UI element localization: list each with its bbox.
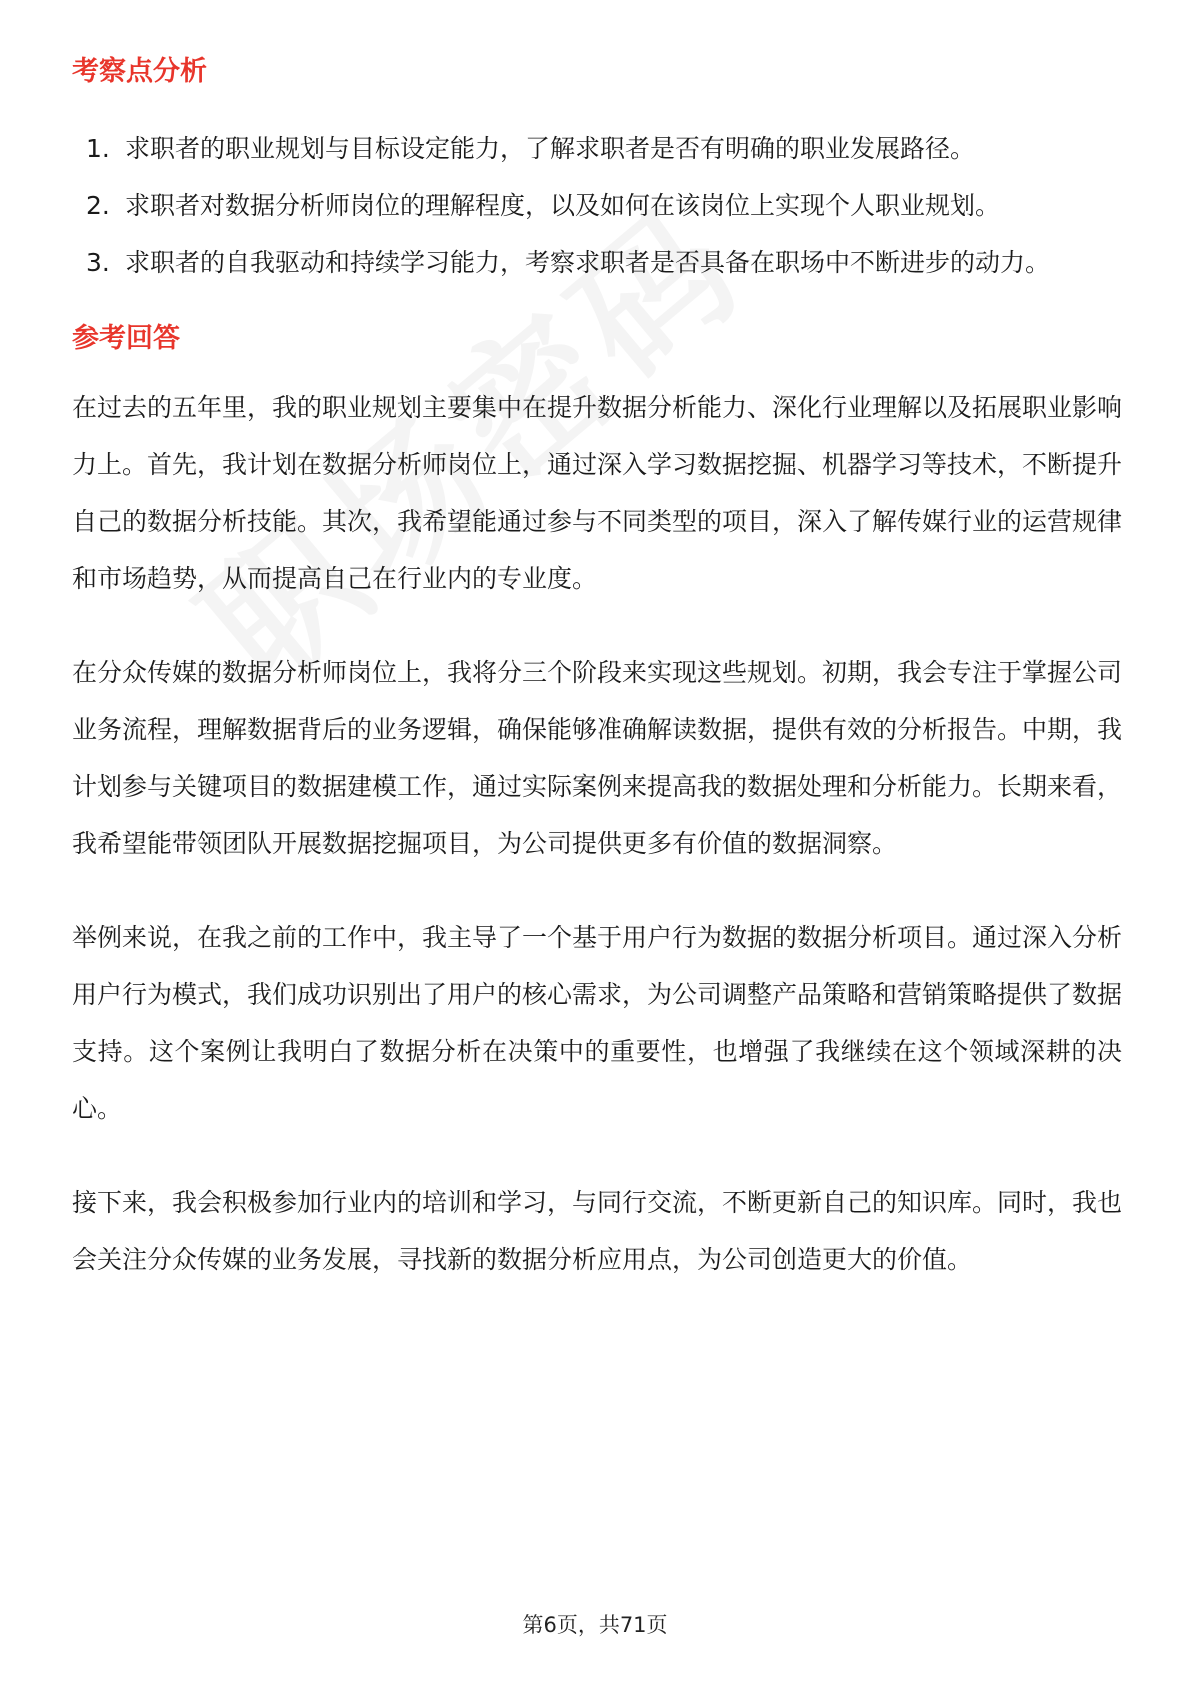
page-content — [72, 44, 1122, 1325]
answer-paragraph: 举例来说，在我之前的工作中，我主导了一个基于用户行为数据的数据分析项目。通过深入分析用户行为模式，我们成功识别出了用户的核心需求，为公司调整产品策略和营销策略提供了数据支持。这个案例让我明白了数据分析在决策中的重要性，也增强了我继续在这个领域深耕的决心。 — [72, 923, 1123, 1123]
answer-paragraph: 接下来，我会积极参加行业内的培训和学习，与同行交流，不断更新自己的知识库。同时，我也会关注分众传媒的业务发展，寻找新的数据分析应用点，为公司创造更大的价值。 — [72, 1188, 1123, 1274]
list-item — [72, 120, 1122, 177]
analysis-list — [72, 120, 1122, 291]
list-item — [72, 234, 1122, 291]
list-item-number: 2. — [86, 191, 110, 220]
list-item-text: 求职者的自我驱动和持续学习能力，考察求职者是否具备在职场中不断进步的动力。 — [125, 248, 1051, 277]
list-item-number: 3. — [86, 248, 110, 277]
answer-paragraph: 在分众传媒的数据分析师岗位上，我将分三个阶段来实现这些规划。初期，我会专注于掌握公司业务流程，理解数据背后的业务逻辑，确保能够准确解读数据，提供有效的分析报告。中期，我计划参与关键项目的数据建模工作，通过实际案例来提高我的数据处理和分析能力。长期来看，我希望能带领团队开展数据挖掘项目，为公司提供更多有价值的数据洞察。 — [72, 658, 1123, 858]
list-item — [72, 177, 1122, 234]
list-item-text: 求职者的职业规划与目标设定能力，了解求职者是否有明确的职业发展路径。 — [125, 134, 976, 163]
answer-section-title: 参考回答 — [72, 323, 180, 354]
page-number-footer: 第6页，共71页 — [522, 1613, 668, 1637]
analysis-section-title: 考察点分析 — [72, 56, 207, 87]
answer-paragraph: 在过去的五年里，我的职业规划主要集中在提升数据分析能力、深化行业理解以及拓展职业影响力上。首先，我计划在数据分析师岗位上，通过深入学习数据挖掘、机器学习等技术，不断提升自己的数据分析技能。其次，我希望能通过参与不同类型的项目，深入了解传媒行业的运营规律和市场趋势，从而提高自己在行业内的专业度。 — [72, 393, 1123, 593]
answer-body — [72, 379, 1122, 1288]
list-item-text: 求职者对数据分析师岗位的理解程度，以及如何在该岗位上实现个人职业规划。 — [125, 191, 1001, 220]
list-item-number: 1. — [86, 134, 110, 163]
